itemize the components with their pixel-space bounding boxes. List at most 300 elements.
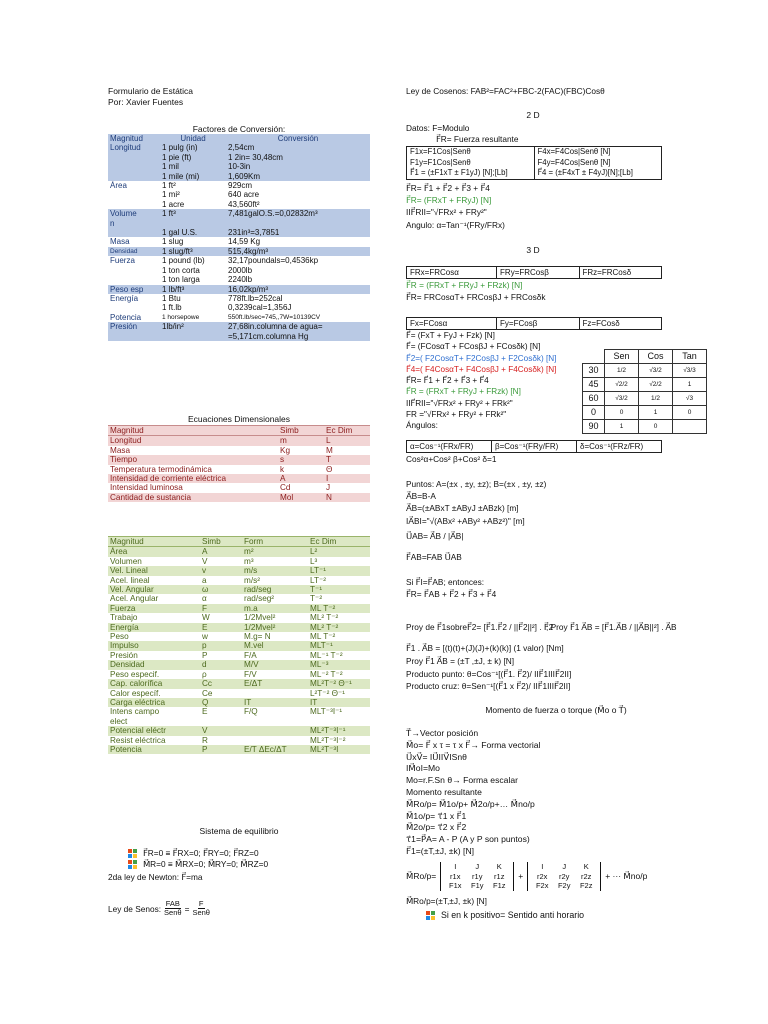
conversion-header-magnitud: Magnitud <box>108 134 160 143</box>
table-row <box>108 566 370 575</box>
moment-line: M⃗2o/p= τ⃗2 x F⃗2 <box>406 822 467 833</box>
force-3d-line: IIF⃗RII="√FRx² + FRy² + FRk²" <box>406 398 513 408</box>
determinant-entry: r2y <box>559 871 570 881</box>
table-cell: p <box>202 641 207 651</box>
f4x-cell: F4x=F4Cos|Senθ [N] <box>537 147 611 156</box>
table-row <box>108 446 370 455</box>
document-title: Formulario de Estática <box>108 86 194 96</box>
force-3d-line: F⃗2=( F2CosαT+ F2CosβJ + F2Cosδk) [N] <box>406 353 557 363</box>
cosines-law: Ley de Cosenos: FAB²=FAC²+FBC-2(FAC)(FBC)Cosθ <box>406 86 605 96</box>
table-cell <box>108 190 160 199</box>
table-cell: 1 ft.lb <box>162 303 182 313</box>
trig-row <box>583 420 707 434</box>
table-cell: k <box>280 464 285 474</box>
newton-law: 2da ley de Newton: F⃗=ma <box>108 872 203 882</box>
table-cell <box>108 303 160 312</box>
trig-value-cell: √3/2 <box>639 364 673 378</box>
table-cell: m³ <box>244 556 254 566</box>
components-2d-row <box>407 147 661 158</box>
table-row <box>108 322 370 331</box>
f1y-cell: F1y=F1Cos|Senθ <box>407 158 535 169</box>
table-cell: L <box>326 436 331 446</box>
table-cell: T⁻¹ <box>310 585 323 595</box>
table-cell: T <box>326 455 332 465</box>
determinant-entry: F1x <box>449 881 462 890</box>
table-cell: 1,609Km <box>228 171 261 181</box>
angles-box <box>406 440 662 453</box>
table-cell: W <box>202 613 210 623</box>
beta-angle-cell: β=Cos⁻¹(FRy/FR) <box>492 441 577 452</box>
table-cell: F/Q <box>244 707 258 717</box>
conversion-table <box>108 134 370 341</box>
trig-value-cell: √3/2 <box>605 392 639 406</box>
table-cell: 1lb/in² <box>162 322 184 332</box>
table-row <box>108 181 370 190</box>
table-row <box>108 679 370 688</box>
si-fi-line: Si F⃗I=F⃗AB; entonces: <box>406 577 485 587</box>
table-cell: v <box>202 566 207 576</box>
table-row <box>108 294 370 303</box>
table-cell: F/V <box>244 669 257 679</box>
table-row <box>108 613 370 622</box>
sines-num-1: FAB <box>165 899 180 908</box>
table-cell: ML² T⁻² <box>310 613 339 623</box>
equilibrium-title: Sistema de equilibrio <box>199 826 279 836</box>
table-cell: Impulso <box>110 641 139 651</box>
table-cell <box>160 332 226 341</box>
table-row <box>108 465 370 474</box>
table-cell: 1 ton corta <box>162 265 200 275</box>
fz-cell: Fz=FCosδ <box>582 319 620 328</box>
table-cell: ML²T⁻³I⁻² <box>310 735 346 745</box>
derived-header-magnitud: Magnitud <box>108 537 200 547</box>
table-row <box>108 547 370 557</box>
trig-value-cell: 0 <box>639 420 673 434</box>
table-cell: Cc <box>202 679 213 689</box>
trig-header-tan: Tan <box>673 350 707 364</box>
determinant-entry: F1y <box>471 881 484 890</box>
table-row <box>108 219 370 228</box>
table-cell: 0,3239cal=1,356J <box>228 303 292 313</box>
table-cell: P <box>202 650 208 660</box>
table-cell: A <box>280 474 286 484</box>
title-3d: 3 D <box>526 245 540 255</box>
table-row <box>108 172 370 181</box>
ab-components-line: A⃗B=(±ABxT ±AByJ ±ABzk) [m] <box>406 503 519 513</box>
force-3d-line: F⃗= (FxT + FyJ + Fzk) [N] <box>406 331 495 340</box>
table-row <box>108 670 370 679</box>
table-cell: Potencial eléctr <box>110 726 166 736</box>
trig-angle-cell: 90 <box>583 420 605 434</box>
determinant-2 <box>527 862 601 891</box>
trig-value-cell: 1 <box>605 420 639 434</box>
trig-angle-cell: 30 <box>583 364 605 378</box>
table-cell: Cantidad de sustancia <box>110 492 192 502</box>
sentido-line <box>426 910 584 920</box>
table-cell: 778ft.lb=252cal <box>228 293 283 303</box>
document-author: Por: Xavier Fuentes <box>108 97 184 107</box>
table-cell: ω <box>202 585 209 595</box>
unit-vector-line: U⃗AB= A⃗B / |A⃗B| <box>406 531 464 541</box>
fry-cell: FRy=FRCosβ <box>497 267 579 278</box>
table-row <box>108 594 370 603</box>
datos-modulo: Datos: F=Modulo <box>406 123 470 133</box>
table-row <box>108 256 370 265</box>
determinant-entry: J <box>475 862 480 871</box>
table-row <box>108 576 370 585</box>
table-cell: 14,59 Kg <box>228 237 261 247</box>
table-cell: Vel. Lineal <box>110 566 148 576</box>
director-cosines-box-f <box>406 317 662 330</box>
sentido-text: Si en k positivo= Sentido anti horario <box>441 910 585 920</box>
bullet-icon <box>128 860 137 869</box>
trig-header-row <box>583 350 707 364</box>
moment-line: M⃗1o/p= τ⃗1 x F⃗1 <box>406 810 467 821</box>
table-cell: ML T⁻² <box>310 603 336 613</box>
table-row <box>108 698 370 707</box>
table-cell: 1 ft² <box>162 181 176 191</box>
table-cell: V <box>202 726 208 736</box>
table-cell <box>108 266 160 275</box>
conversion-header-conversion: Conversión <box>226 134 370 143</box>
table-cell: Acel. Angular <box>110 594 159 604</box>
table-cell: E/T ΔEc/ΔT <box>244 744 287 754</box>
determinant-1 <box>440 862 514 891</box>
trig-header-corner <box>583 350 605 364</box>
table-cell: ML⁻³ <box>310 660 329 670</box>
table-row <box>108 455 370 464</box>
table-cell: Longitud <box>110 143 141 153</box>
table-cell: 1 slug/ft³ <box>162 246 193 256</box>
f1-vector-cell: F⃗1 = (±F1xT ± F1yJ) [N];[Lb] <box>407 168 535 179</box>
table-cell: M.vel <box>244 641 264 651</box>
table-cell: Tiempo <box>110 455 137 465</box>
frz-cell: FRz=FRCosδ <box>582 268 632 277</box>
table-cell: rad/seg² <box>244 594 275 604</box>
determinant-entry: F2y <box>557 881 571 890</box>
table-row <box>108 190 370 199</box>
projection-line-2: ; Proy F⃗1 A⃗B = [F⃗1.A⃗B / ||A⃗B||²] . A⃗B <box>546 622 677 632</box>
table-cell: Fuerza <box>110 603 136 613</box>
moment-line: M⃗Ro/p= M⃗1o/p+ M⃗2o/p+… M⃗no/p <box>406 798 535 809</box>
product-line: Producto cruz: θ=Sen⁻¹[(F⃗1 x F⃗2)/ IIF⃗1IIIF⃗2II] <box>406 681 571 691</box>
table-cell: a <box>202 575 207 585</box>
table-cell: Potencia <box>110 744 142 754</box>
moment-lines <box>406 728 706 858</box>
table-cell: M.g= N <box>244 632 271 642</box>
table-cell: F/A <box>244 650 257 660</box>
derived-header-ecdim: Ec Dim <box>308 537 370 547</box>
table-cell: 1 acre <box>162 199 185 209</box>
table-row <box>108 209 370 218</box>
table-cell: T⁻² <box>310 594 323 604</box>
table-cell: m.a <box>244 603 258 613</box>
table-row <box>108 143 370 152</box>
table-cell: 1 ft³ <box>162 209 176 219</box>
force-3d-line: F⃗R= F⃗1 + F⃗2 + F⃗3 + F⃗4 <box>406 376 489 386</box>
trig-angle-cell: 60 <box>583 392 605 406</box>
dimensional-header-ecdim: Ec Dim <box>324 426 370 436</box>
moment-line: IM⃗oI=Mo <box>406 763 440 774</box>
trig-table <box>582 349 707 434</box>
fr-components-2d: F⃗R= (FRxT + FRyJ) [N] <box>406 195 492 205</box>
equilibrium-force-line <box>128 848 259 858</box>
table-row <box>108 153 370 162</box>
table-cell: ρ <box>202 669 207 679</box>
fr-sum-2d: F⃗R= F⃗1 + F⃗2 + F⃗3 + F⃗4 <box>406 183 490 193</box>
table-cell <box>108 332 160 341</box>
table-cell: m² <box>244 547 254 557</box>
table-cell: Potencia <box>110 312 142 322</box>
moment-line: T⃗→Vector posición <box>406 728 479 738</box>
table-cell: ML²T⁻³I⁻¹ <box>310 726 346 736</box>
dimensional-title: Ecuaciones Dimensionales <box>187 414 291 424</box>
moment-line: U⃗xV⃗= IU⃗IIV⃗ISnθ <box>406 751 467 762</box>
table-cell: Mol <box>280 492 294 502</box>
table-cell: Presión <box>110 650 138 660</box>
table-cell: 515,4kg/m³ <box>228 246 269 256</box>
determinant-entry: F2z <box>579 881 593 890</box>
table-cell: 2000lb <box>228 265 253 275</box>
table-row <box>108 200 370 209</box>
dimensional-header-simb: Simb <box>278 426 324 436</box>
ab-modulus-line: IA⃗BI="√(ABx² +ABy² +ABz²)" [m] <box>406 516 525 526</box>
table-cell: elect <box>110 716 128 726</box>
table-row <box>108 632 370 641</box>
table-cell: Resist eléctrica <box>110 735 166 745</box>
table-cell: 1 mile (mi) <box>162 171 200 181</box>
table-row <box>108 313 370 322</box>
table-cell: 640 acre <box>228 190 260 200</box>
dimensional-header-row <box>108 426 370 436</box>
table-cell: Intensidad de corriente eléctrica <box>110 474 227 484</box>
table-row <box>108 641 370 650</box>
table-cell <box>242 726 308 735</box>
fr-modulus-2d: IIF⃗RII="√FRx² + FRy²" <box>406 207 487 217</box>
table-row <box>108 651 370 660</box>
table-row <box>108 717 370 726</box>
table-cell <box>242 736 308 745</box>
table-cell: Cd <box>280 483 291 493</box>
table-cell: ML⁻¹ T⁻² <box>310 650 343 660</box>
table-cell: Calor específ. <box>110 688 161 698</box>
table-cell: A <box>202 547 208 557</box>
table-cell <box>242 717 308 726</box>
table-cell: R <box>202 735 208 745</box>
table-row <box>108 745 370 754</box>
table-cell: 1 horsepowe <box>162 313 200 321</box>
force-3d-lines <box>406 330 581 432</box>
trig-row <box>583 406 707 420</box>
moment-line: Mo=r.F.Sn θ→ Forma escalar <box>406 775 518 786</box>
trig-angle-cell: 0 <box>583 406 605 420</box>
table-cell: 550ft.lb/sec=745,,7W=10139CV <box>228 313 321 321</box>
trig-value-cell: √2/2 <box>605 378 639 392</box>
table-cell: 10-3in <box>228 162 251 172</box>
determinant-entry: r2z <box>581 871 592 881</box>
trig-value-cell: 0 <box>673 406 707 420</box>
table-cell: Fuerza <box>110 256 135 266</box>
table-cell: 1 slug <box>162 237 184 247</box>
table-cell: N <box>326 492 332 502</box>
table-cell: Longitud <box>110 436 142 446</box>
table-cell: 1 Btu <box>162 293 181 303</box>
table-cell: Volumen <box>110 556 142 566</box>
table-row <box>108 736 370 745</box>
table-cell: LT⁻² <box>310 575 326 585</box>
bullet-icon <box>128 849 137 858</box>
table-cell <box>108 153 160 162</box>
conversion-title: Factores de Conversión: <box>192 124 286 134</box>
table-cell: ML⁻² T⁻² <box>310 669 343 679</box>
frx-cell: FRx=FRCosα <box>407 267 497 278</box>
table-cell: ML T⁻² <box>310 632 336 642</box>
table-row <box>108 689 370 698</box>
table-cell: Peso <box>110 632 129 642</box>
table-row <box>108 726 370 735</box>
table-cell: Q <box>202 697 209 707</box>
table-cell: E <box>202 707 208 717</box>
angle-2d: Angulo: α=Tan⁻¹(FRy/FRx) <box>406 220 505 230</box>
determinant-entry: F1z <box>493 881 506 890</box>
determinant-entry: I <box>541 862 544 871</box>
determinant-entry: r1y <box>472 871 483 881</box>
table-cell: s <box>280 455 285 465</box>
table-cell: IT <box>310 697 318 707</box>
sines-num-2: F <box>198 899 204 908</box>
table-cell: Ce <box>202 688 213 698</box>
table-row <box>108 557 370 566</box>
trig-value-cell: 1 <box>673 378 707 392</box>
trig-value-cell: 1/2 <box>639 392 673 406</box>
table-cell: Θ <box>326 464 333 474</box>
derived-header-simb: Simb <box>200 537 242 547</box>
trig-value-cell: √3/3 <box>673 364 707 378</box>
table-cell <box>108 228 160 237</box>
table-cell: ML²T⁻³I <box>310 744 339 754</box>
table-row <box>108 436 370 446</box>
director-cosines-box-r <box>406 266 662 279</box>
dimensional-header-magnitud: Magnitud <box>108 426 278 436</box>
trig-value-cell: 1 <box>639 406 673 420</box>
product-line: Producto punto: θ=Cos⁻¹[(F⃗1. F⃗2)/ IIF⃗1IIIF⃗2II] <box>406 669 572 679</box>
moment-line: F⃗1=(±T,±J, ±k) [N] <box>406 845 475 856</box>
table-cell: Intens campo <box>110 707 160 717</box>
table-cell <box>160 219 226 228</box>
table-cell: 43,560ft² <box>228 199 260 209</box>
determinant-entry: J <box>562 862 567 871</box>
table-cell: 1 mi² <box>162 190 180 200</box>
table-cell: E/ΔT <box>244 679 263 689</box>
equals-sign: = <box>184 903 190 914</box>
determinant-entry: r2x <box>537 871 548 881</box>
table-cell: M <box>326 445 333 455</box>
table-cell: m <box>280 436 287 446</box>
table-cell: J <box>326 483 331 493</box>
derived-header-row <box>108 537 370 547</box>
trig-value-cell: √2/2 <box>639 378 673 392</box>
table-cell: M/V <box>244 660 259 670</box>
sines-den-1: Senθ <box>164 908 182 917</box>
trig-header-sen: Sen <box>605 350 639 364</box>
table-row <box>108 604 370 613</box>
table-cell <box>108 275 160 284</box>
trig-value-cell <box>673 420 707 434</box>
table-row <box>108 660 370 669</box>
determinant-entry: I <box>454 862 457 871</box>
table-row <box>108 474 370 483</box>
components-2d-row <box>407 168 661 179</box>
table-cell: rad/seg <box>244 585 272 595</box>
table-cell: 16,02kp/m³ <box>228 284 269 294</box>
trig-angle-cell: 45 <box>583 378 605 392</box>
bullet-icon <box>426 911 435 920</box>
table-cell: 1 lb/ft³ <box>162 284 185 294</box>
table-cell: E <box>202 622 208 632</box>
mro-label: M⃗Ro/p= <box>406 870 437 881</box>
table-cell: ML² T⁻² <box>310 622 339 632</box>
moment-line: τ⃗1=P⃗A= A - P (A y P son puntos) <box>406 834 530 845</box>
table-row <box>108 162 370 171</box>
derived-table <box>108 536 370 754</box>
table-cell: IT <box>244 697 252 707</box>
fr-cosines-3d: F⃗R= FRCosαT+ FRCosβJ + FRCosδk <box>406 292 546 302</box>
table-cell: 1/2Mvel² <box>244 622 276 632</box>
fab-line: F⃗AB=FAB U⃗AB <box>406 552 462 562</box>
table-row <box>108 303 370 312</box>
table-cell: w <box>202 632 208 642</box>
table-cell: 2240lb <box>228 275 253 285</box>
table-cell <box>108 200 160 209</box>
table-row <box>108 285 370 294</box>
table-cell: 231in³=3,7851 <box>228 228 280 238</box>
table-cell: P <box>202 744 208 754</box>
points-line: Puntos: A=(±x , ±y, ±z); B=(±x , ±y, ±z) <box>406 479 547 489</box>
table-row <box>108 493 370 502</box>
table-cell: LT⁻¹ <box>310 566 326 576</box>
table-cell <box>226 219 370 228</box>
table-cell: Volume <box>110 209 137 219</box>
table-cell: 1 ton larga <box>162 275 200 285</box>
table-cell: Densidad <box>110 247 138 255</box>
table-row <box>108 237 370 246</box>
table-cell: n <box>110 218 115 228</box>
table-cell: 7,481galO.S.=0,02832m³ <box>228 209 318 219</box>
moment-title: Momento de fuerza o torque (M⃗o o T⃗) <box>485 705 627 715</box>
sines-fraction-2 <box>192 900 210 917</box>
table-cell: Masa <box>110 237 130 247</box>
table-cell: Peso especif. <box>110 669 160 679</box>
components-2d-box <box>406 146 662 180</box>
equilibrium-force-text: F⃗R=0 ≡ F⃗RX=0; F⃗RY=0; F⃗RZ=0 <box>143 848 259 858</box>
table-row <box>108 275 370 284</box>
table-cell: 1 pulg (in) <box>162 143 198 153</box>
table-row <box>108 228 370 237</box>
components-2d-row <box>407 158 661 169</box>
table-cell: Presión <box>110 322 138 332</box>
table-cell: Acel. lineal <box>110 575 150 585</box>
table-cell: Carga eléctrica <box>110 697 166 707</box>
table-cell: Vel. Angular <box>110 585 154 595</box>
table-row <box>108 247 370 256</box>
equilibrium-moment-text: M⃗R=0 ≡ M⃗RX=0; M⃗RY=0; M⃗RZ=0 <box>143 859 269 869</box>
table-cell: Cap. calorífica <box>110 679 163 689</box>
table-cell: Intensidad luminosa <box>110 483 183 493</box>
table-cell: Energía <box>110 293 139 303</box>
product-line: F⃗1 . A⃗B = [(t)(t)+(J)(J)+(k)(k)] (1 valor) [Nm] <box>406 643 564 653</box>
trig-header-cos: Cos <box>639 350 673 364</box>
delta-angle-cell: δ=Cos⁻¹(FRz/FR) <box>580 442 644 451</box>
